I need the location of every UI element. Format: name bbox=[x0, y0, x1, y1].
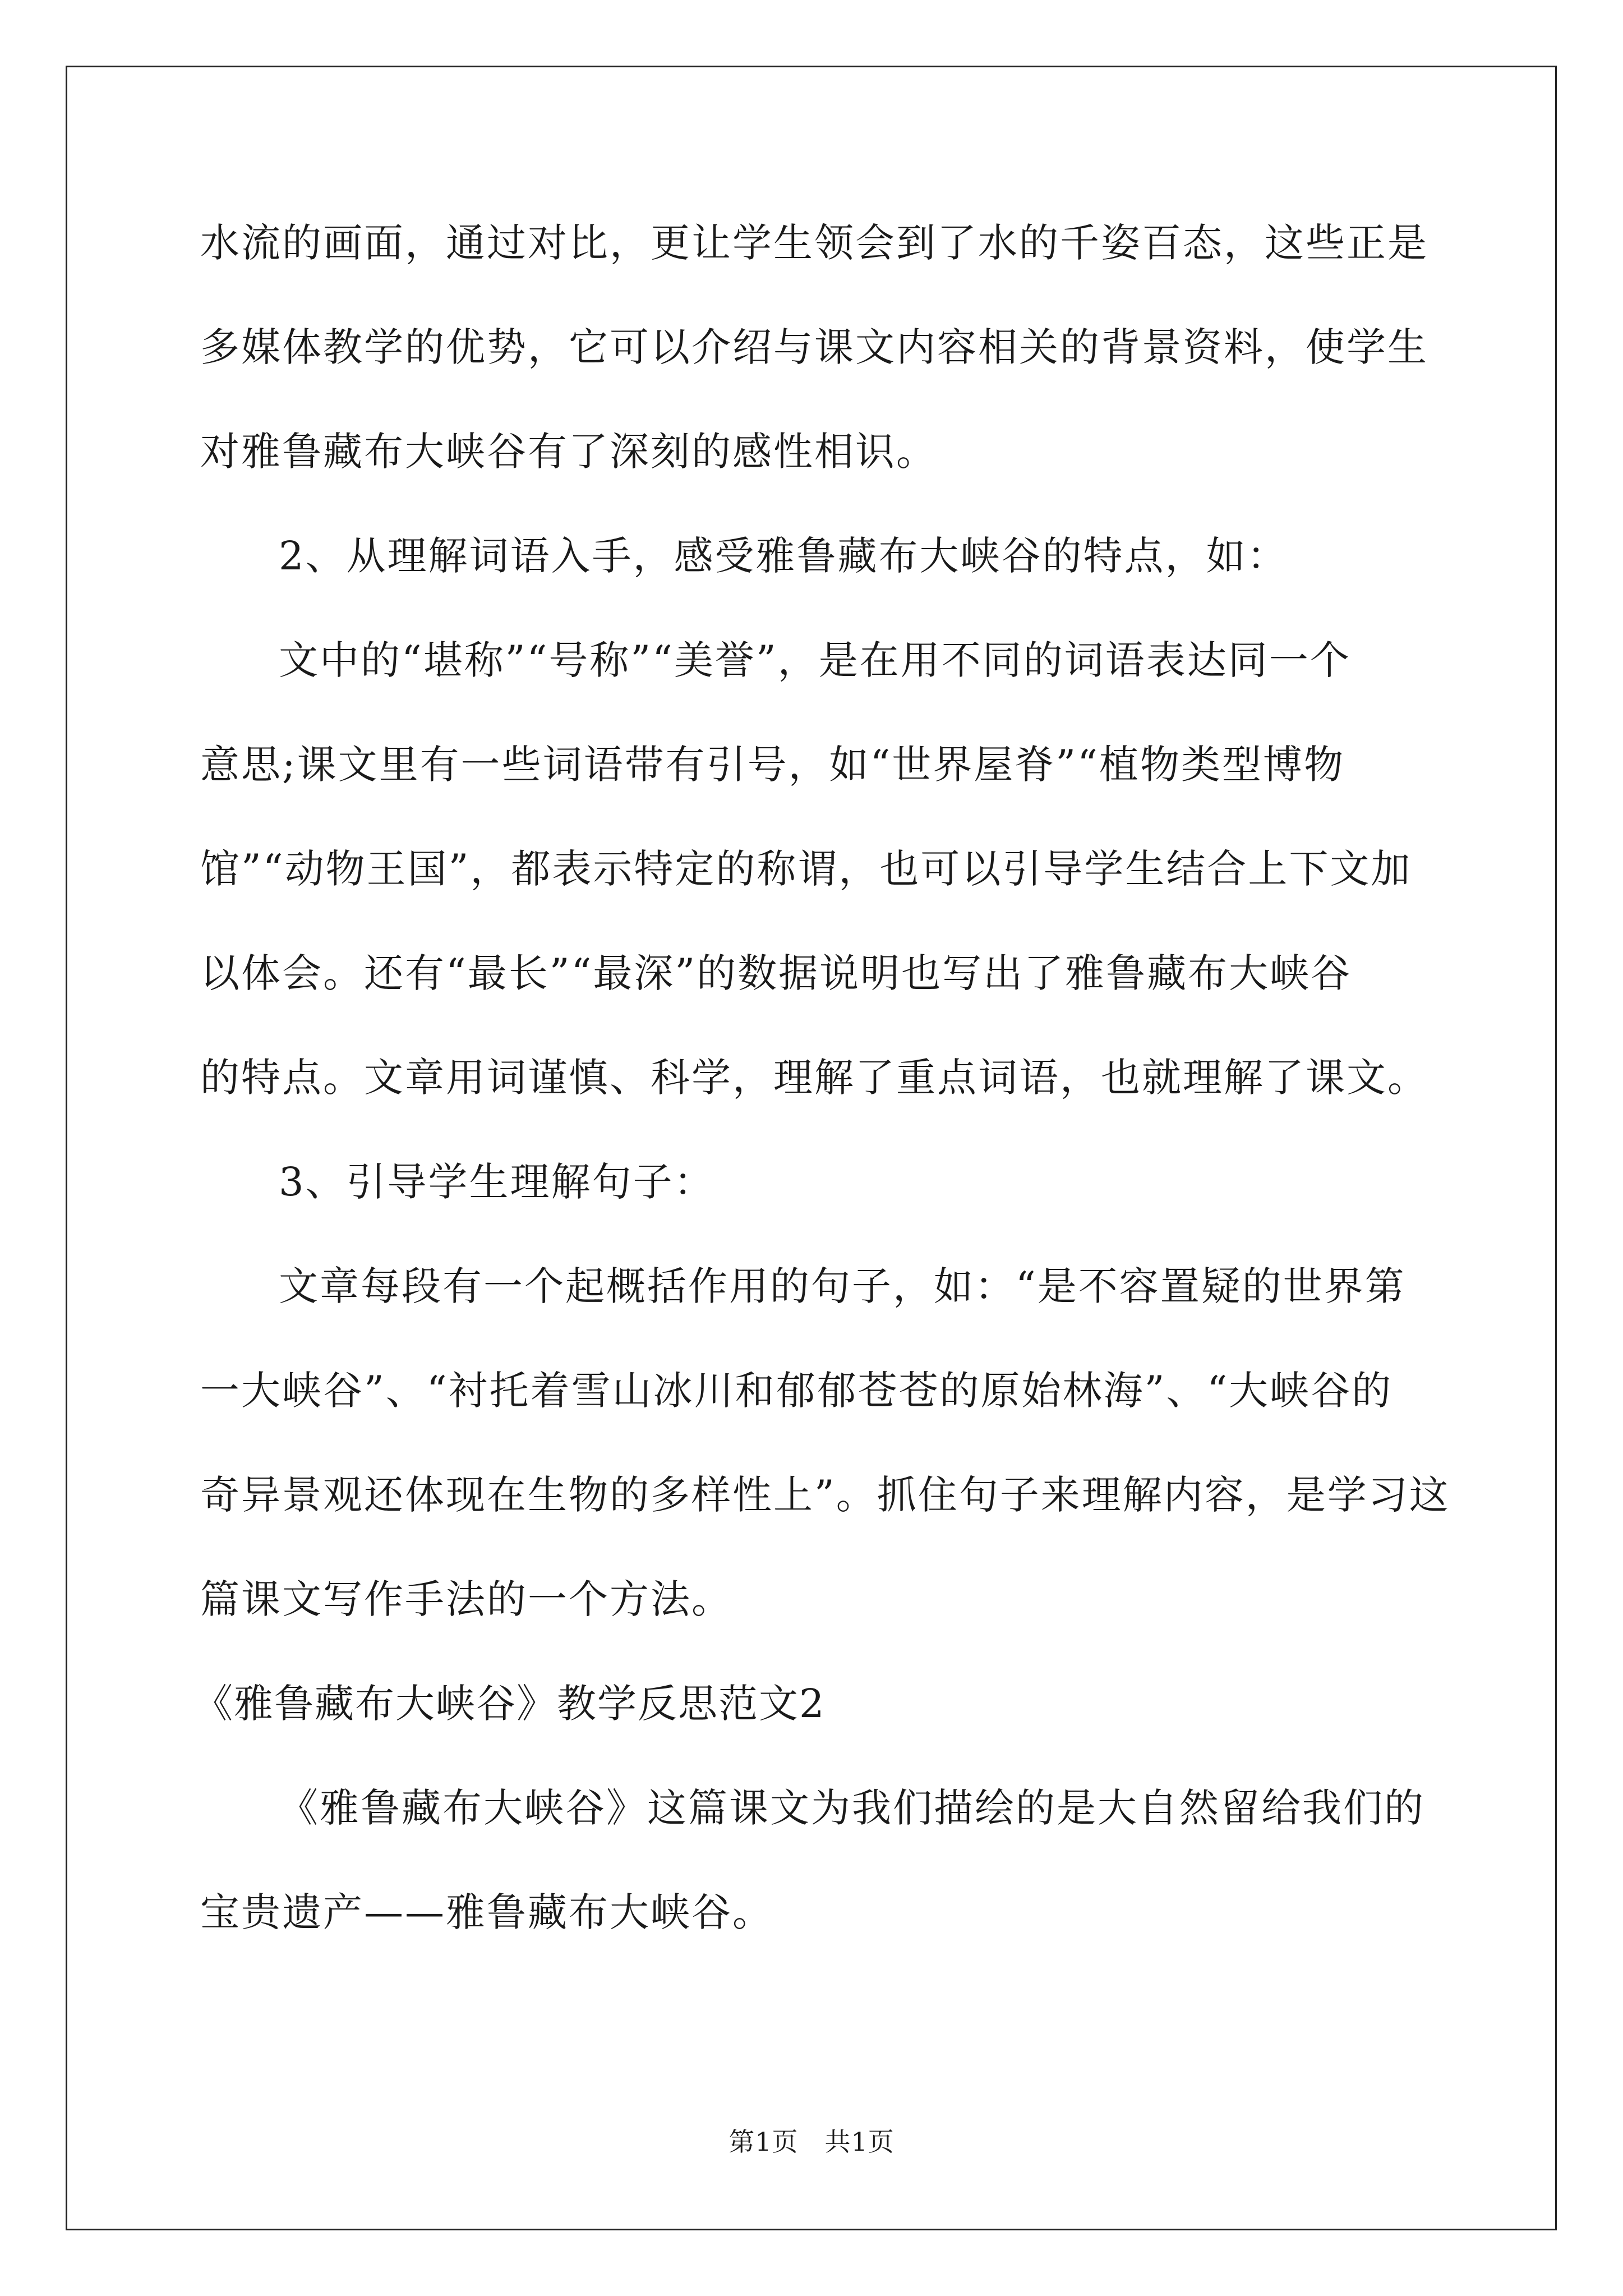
section-heading: 《雅鲁藏布大峡谷》教学反思范文2 bbox=[193, 1681, 826, 1727]
page-number-footer: 第1页 共1页 bbox=[728, 2127, 895, 2157]
text-line-1: 水流的画面，通过对比，更让学生领会到了水的千姿百态，这些正是 bbox=[200, 220, 1428, 266]
text-line-4: 2、从理解词语入手，感受雅鲁藏布大峡谷的特点，如： bbox=[279, 533, 1288, 579]
text-line-14: 篇课文写作手法的一个方法。 bbox=[200, 1576, 732, 1622]
text-line-7: 馆”“动物王国”，都表示特定的称谓，也可以引导学生结合上下文加 bbox=[200, 846, 1412, 892]
text-line-16: 《雅鲁藏布大峡谷》这篇课文为我们描绘的是大自然留给我们的 bbox=[279, 1785, 1425, 1831]
text-line-13: 奇异景观还体现在生物的多样性上”。抓住句子来理解内容，是学习这 bbox=[200, 1472, 1450, 1518]
text-line-10: 3、引导学生理解句子： bbox=[279, 1159, 715, 1205]
text-line-2: 多媒体教学的优势，它可以介绍与课文内容相关的背景资料，使学生 bbox=[200, 324, 1428, 370]
text-line-11: 文章每段有一个起概括作用的句子，如：“是不容置疑的世界第 bbox=[279, 1263, 1406, 1309]
text-line-9: 的特点。文章用词谨慎、科学，理解了重点词语，也就理解了课文。 bbox=[200, 1055, 1428, 1101]
text-line-6: 意思;课文里有一些词语带有引号，如“世界屋脊”“植物类型博物 bbox=[200, 742, 1345, 788]
document-body bbox=[193, 218, 1450, 1991]
text-line-17: 宝贵遗产——雅鲁藏布大峡谷。 bbox=[200, 1889, 773, 1935]
text-line-12: 一大峡谷”、“衬托着雪山冰川和郁郁苍苍的原始林海”、“大峡谷的 bbox=[200, 1368, 1393, 1414]
text-line-8: 以体会。还有“最长”“最深”的数据说明也写出了雅鲁藏布大峡谷 bbox=[200, 950, 1352, 996]
text-line-5: 文中的“堪称”“号称”“美誉”，是在用不同的词语表达同一个 bbox=[279, 637, 1351, 683]
text-line-3: 对雅鲁藏布大峡谷有了深刻的感性相识。 bbox=[200, 429, 937, 475]
